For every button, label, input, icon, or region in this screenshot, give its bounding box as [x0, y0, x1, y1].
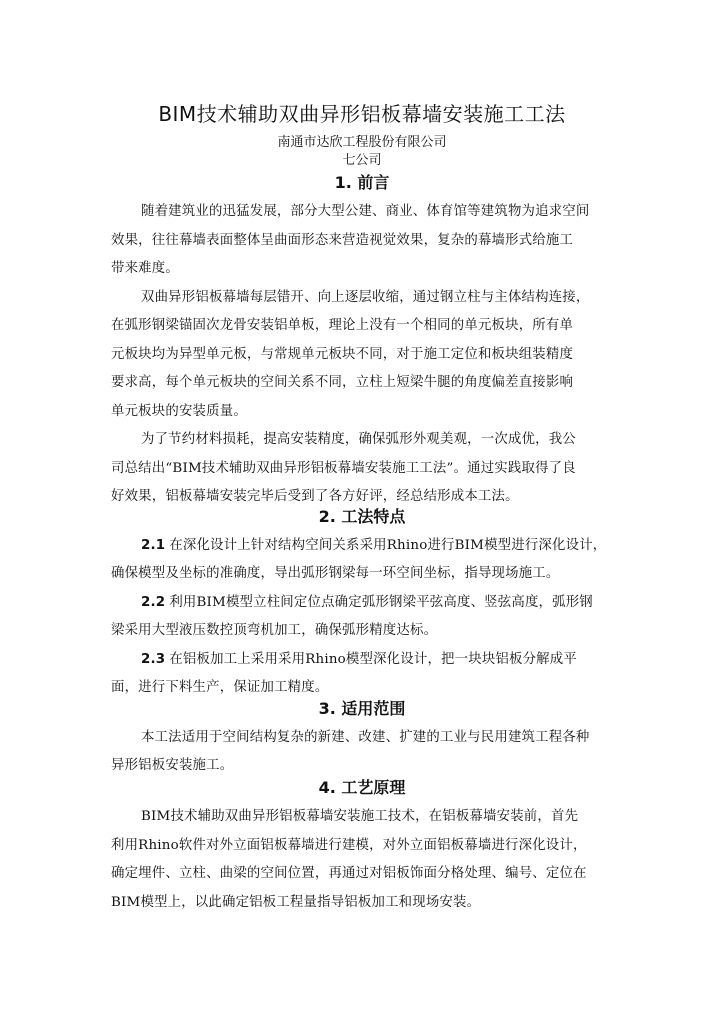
branch-name: 七公司 [342, 153, 382, 168]
paragraph-line: 带来难度。 [111, 261, 179, 276]
feature-text: 利用BIM模型立柱间定位点确定弧形钢梁平弦高度、竖弦高度，弧形钢 [169, 595, 593, 610]
paragraph-line: BIM技术辅助双曲异形铝板幕墙安装施工技术，在铝板幕墙安装前，首先 [141, 809, 579, 824]
paragraph-line: 异形铝板安装施工。 [111, 758, 234, 773]
paragraph-line: 元板块均为异型单元板，与常规单元板块不同，对于施工定位和板块组装精度 [111, 347, 574, 362]
paragraph-line: 本工法适用于空间结构复杂的新建、改建、扩建的工业与民用建筑工程各种 [141, 730, 590, 745]
company-name: 南通市达欣工程股份有限公司 [277, 135, 447, 150]
section-heading-scope: 3. 适用范围 [318, 699, 406, 718]
feature-item [141, 593, 593, 613]
paragraph-line: 在弧形钢梁锚固次龙骨安装铝单板，理论上没有一个相同的单元板块，所有单 [111, 318, 574, 333]
paragraph-line: 确保模型及坐标的准确度，导出弧形钢梁每一环空间坐标，指导现场施工。 [111, 566, 560, 581]
feature-item [141, 536, 606, 556]
feature-item [141, 650, 577, 670]
document-title: BIM技术辅助双曲异形铝板幕墙安装施工工法 [158, 102, 566, 126]
paragraph-line: 确定埋件、立柱、曲梁的空间位置，再通过对铝板饰面分格处理、编号、定位在 [111, 866, 587, 881]
paragraph-line: 随着建筑业的迅猛发展，部分大型公建、商业、体育馆等建筑物为追求空间 [141, 204, 590, 219]
feature-number: 2.1 [141, 538, 166, 553]
paragraph-line: 双曲异形铝板幕墙每层错开、向上逐层收缩，通过钢立柱与主体结构连接， [141, 290, 590, 305]
paragraph-line: BIM模型上，以此确定铝板工程量指导铝板加工和现场安装。 [111, 895, 481, 910]
section-heading-preface: 1. 前言 [334, 173, 390, 192]
paragraph-line: 利用Rhino软件对外立面铝板幕墙进行建模，对外立面铝板幕墙进行深化设计， [111, 838, 587, 853]
paragraph-line: 好效果，铝板幕墙安装完毕后受到了各方好评，经总结形成本工法。 [111, 489, 519, 504]
paragraph-line: 要求高，每个单元板块的空间关系不同，立柱上短梁牛腿的角度偏差直接影响 [111, 375, 574, 390]
section-heading-principle: 4. 工艺原理 [318, 778, 406, 797]
paragraph-line: 面，进行下料生产，保证加工精度。 [111, 680, 329, 695]
feature-number: 2.2 [141, 595, 166, 610]
feature-number: 2.3 [141, 652, 166, 667]
paragraph-line: 效果，往往幕墙表面整体呈曲面形态来营造视觉效果，复杂的幕墙形式给施工 [111, 233, 574, 248]
feature-text: 在铝板加工上采用采用Rhino模型深化设计，把一块块铝板分解成平 [169, 652, 577, 667]
paragraph-line: 单元板块的安装质量。 [111, 404, 247, 419]
paragraph-line: 梁采用大型液压数控顶弯机加工，确保弧形精度达标。 [111, 623, 438, 638]
feature-text: 在深化设计上针对结构空间关系采用Rhino进行BIM模型进行深化设计， [169, 538, 607, 553]
paragraph-line: 司总结出“BIM技术辅助双曲异形铝板幕墙安装施工工法”。通过实践取得了良 [111, 461, 576, 476]
section-heading-features: 2. 工法特点 [318, 507, 406, 526]
paragraph-line: 为了节约材料损耗，提高安装精度，确保弧形外观美观，一次成优，我公 [141, 432, 576, 447]
